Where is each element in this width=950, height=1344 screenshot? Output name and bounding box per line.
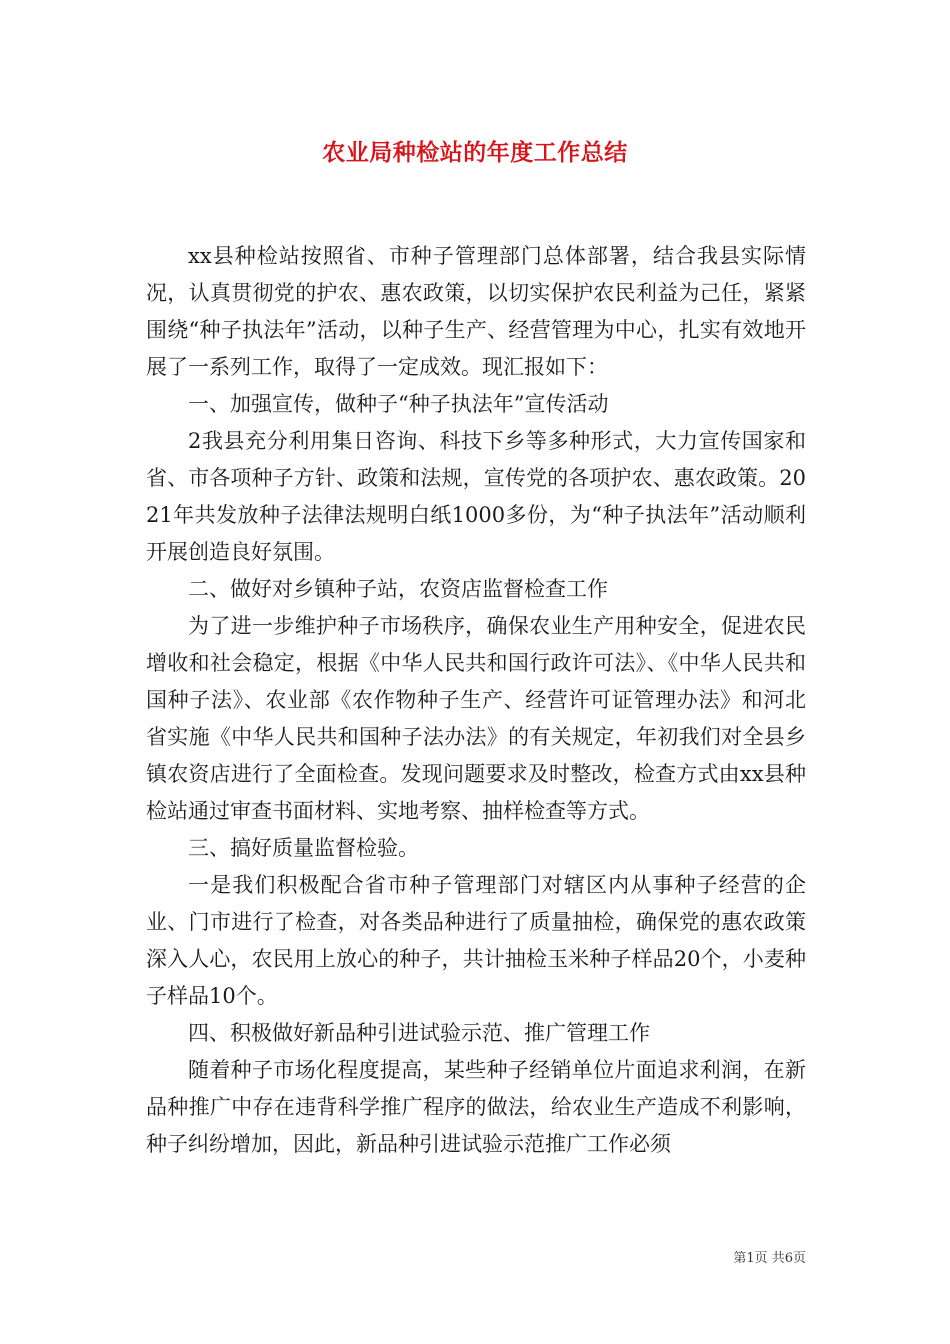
paragraph-section-4: 随着种子市场化程度提高，某些种子经销单位片面追求利润，在新品种推广中存在违背科学推广程序的做法，给农业生产造成不利影响，种子纠纷增加，因此，新品种引进试验示范推广工作必须 [146,1058,806,1156]
section-heading-4: 四、积极做好新品种引进试验示范、推广管理工作 [188,1021,650,1045]
paragraph-section-3: 一是我们积极配合省市种子管理部门对辖区内从事种子经营的企业、门市进行了检查，对各类品种进行了质量抽检，确保党的惠农政策深入人心，农民用上放心的种子，共计抽检玉米种子样品20个，小麦种子样品10个。 [146,873,806,1008]
section-heading-3: 三、搞好质量监督检验。 [188,836,419,860]
document-title: 农业局种检站的年度工作总结 [322,139,628,166]
paragraph-section-2: 为了进一步维护种子市场秩序，确保农业生产用种安全，促进农民增收和社会稳定，根据《中华人民共和国行政许可法》、《中华人民共和国种子法》、农业部《农作物种子生产、经营许可证管理办法》和河北省实施《中华人民共和国种子法办法》的有关规定，年初我们对全县乡镇农资店进行了全面检查。发现问题要求及时整改，检查方式由xx县种检站通过审查书面材料、实地考察、抽样检查等方式。 [146,614,806,823]
paragraph-intro: xx县种检站按照省、市种子管理部门总体部署，结合我县实际情况，认真贯彻党的护农、惠农政策，以切实保护农民利益为己任，紧紧围绕“种子执法年”活动，以种子生产、经营管理为中心，扎实有效地开展了一系列工作，取得了一定成效。现汇报如下： [146,244,806,379]
document-body [146,238,806,1163]
paragraph-section-1: 2我县充分利用集日咨询、科技下乡等多种形式，大力宣传国家和省、市各项种子方针、政策和法规，宣传党的各项护农、惠农政策。2021年共发放种子法律法规明白纸1000多份，为“种子执法年”活动顺利开展创造良好氛围。 [146,429,806,564]
section-heading-2: 二、做好对乡镇种子站，农资店监督检查工作 [188,577,608,601]
section-heading-1: 一、加强宣传，做种子“种子执法年”宣传活动 [188,392,609,416]
page-number: 第1页 共6页 [733,1251,806,1266]
